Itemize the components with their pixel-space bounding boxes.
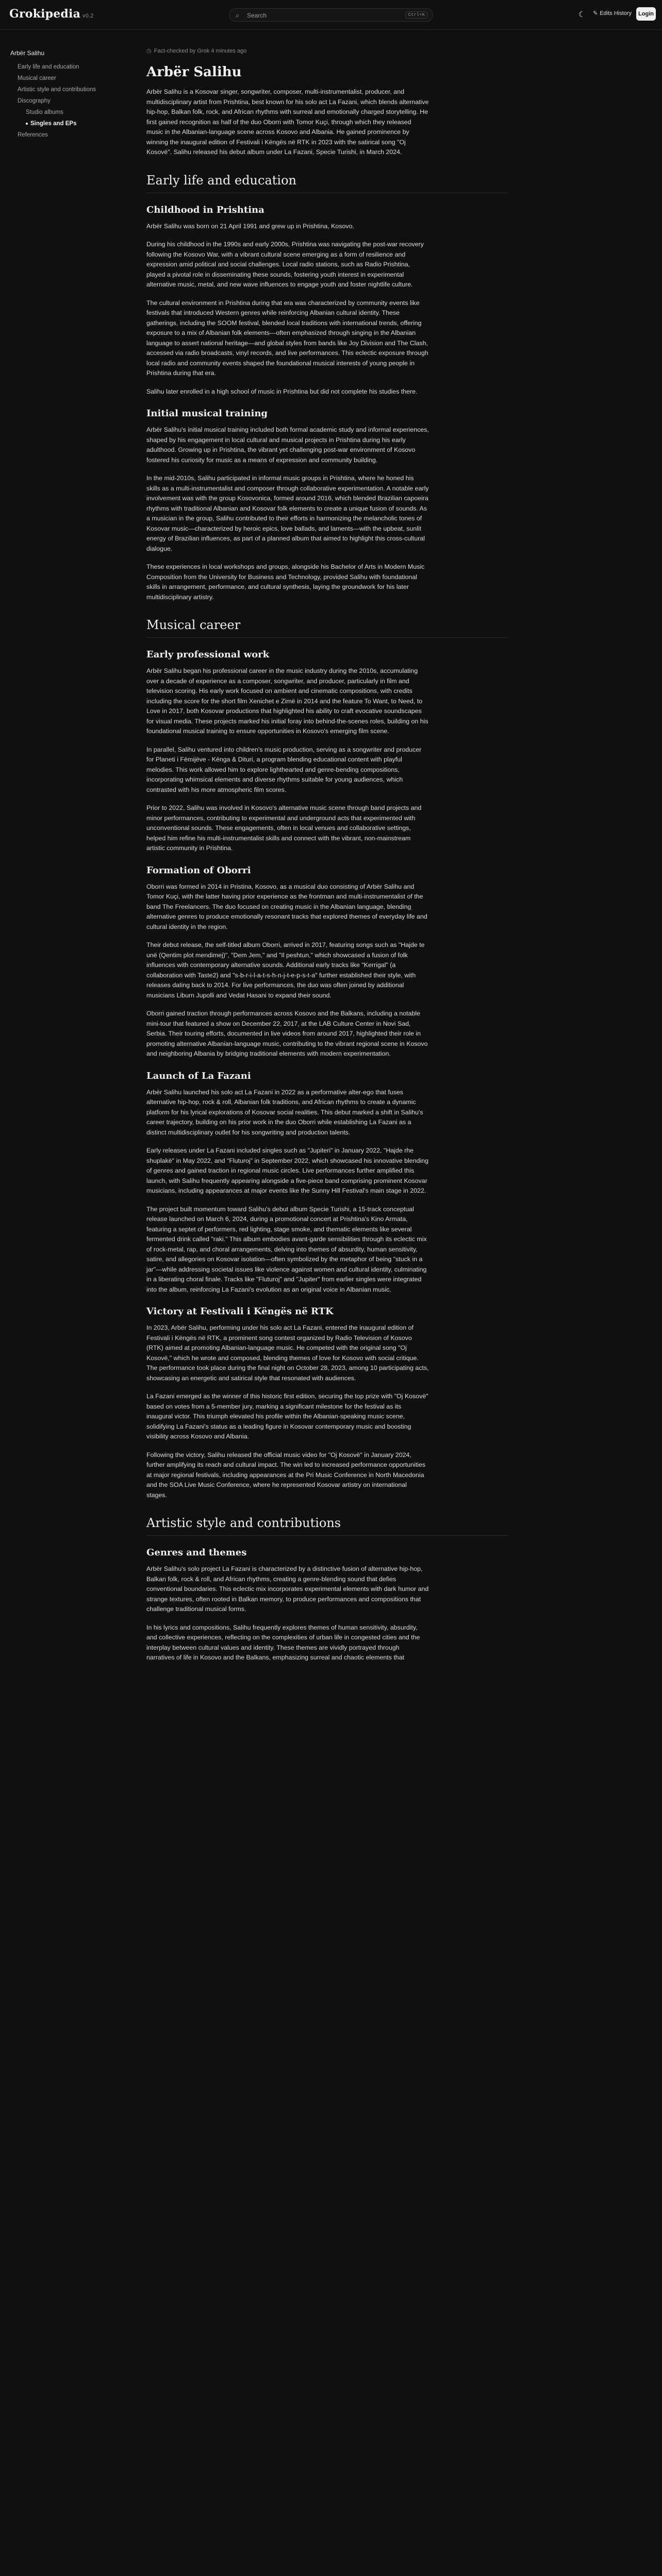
intro-paragraph: Arbër Salihu is a Kosovar singer, songwriter, composer, multi-instrumentalist, producer, and multidisciplinary artist from Prishtina, best known for his solo act La Fazani, which blends alternative hip-hop, Balkan folk, rock, and African rhythms with surreal and emotionally charged storytelling. He first gained recognition as half of the duo Oborri with Tomor Kuçi, through which they released music in the Albanian-language scene across Kosovo and Albania. He gained prominence by winning the inaugural edition of Festivali i Këngës në RTK in 2023 with the satirical song "Oj Kosovë". Salihu released his debut album under La Fazani, Specie Turishi, in March 2024. [146, 88, 429, 156]
table-of-contents [10, 49, 108, 141]
toc-item-singles-eps[interactable]: Singles and EPs [10, 118, 108, 129]
article-title: Arbër Salihu [146, 64, 242, 80]
search-input[interactable] [246, 11, 403, 20]
toc-item-references[interactable]: References [18, 132, 48, 138]
subsection-heading-la-fazani: Launch of La Fazani [146, 1070, 251, 1081]
subsection-heading-oborri: Formation of Oborri [146, 865, 251, 876]
paragraph: In the mid-2010s, Salihu participated in informal music groups in Prishtina, where he honed his skills as a multi-instrumentalist and composer through collaborative experimentation. A notable early involvement was with the group Kosovonica, formed around 2016, which blended Brazilian capoeira rhythms with traditional Albanian and Kosovar folk elements to create a unique fusion of sounds. As a musician in the group, Salihu contributed to their efforts in harmonizing the melancholic tones of Kosovar music—characterized by heroic epics, love ballads, and laments—with the upbeat, sunlit energy of Brazilian influences, as part of a planned album that aimed to highlight this cross-cultural dialogue. [146, 474, 429, 552]
toc-item-studio-albums[interactable]: Studio albums [26, 109, 63, 115]
toc-title[interactable]: Arbër Salihu [10, 49, 45, 57]
paragraph: Salihu later enrolled in a high school of music in Prishtina but did not complete his studies there. [146, 387, 418, 395]
section-heading-early-life: Early life and education [146, 173, 507, 193]
paragraph: The cultural environment in Prishtina during that era was characterized by community events like festivals that introduced Western genres while reinforcing Albanian cultural identity. These gatherings, including the SOOM festival, blended local traditions with international trends, offering exposure to a mix of Albanian folk elements—often emphasized through singing in the Albanian language to assert national heritage—and global styles from bands like Joy Division and The Clash, accessed via radio broadcasts, vinyl records, and live performances. This eclectic exposure through local radio and community events shaped the foundational musical interests of young people in Prishtina during that era. [146, 299, 428, 377]
search-icon: ⌕ [236, 11, 240, 19]
paragraph: Oborri was formed in 2014 in Pristina, Kosovo, as a musical duo consisting of Arbër Salihu and Tomor Kuçi, with the latter having prior experience as the frontman and multi-instrumentalist of the band The Freelancers. The duo focused on creating music in the Albanian language, blending alternative genres to produce emotionally resonant tracks that explored themes of everyday life and cultural identity in the region. [146, 883, 427, 930]
paragraph: Their debut release, the self-titled album Oborri, arrived in 2017, featuring songs such as "Hajde te unë (Qentim plot mendimej)", "Dem Jem," and "Il peshtun," which showcased a fusion of folk influences with contemporary alternative sounds. Additional early tracks like "Kerrigal" (a collaboration with Taste2) and "s-b-r-i-l-a-t-s-h-n-j-t-e-p-s-t-a" further established their style, with releases dating back to 2014. For live performances, the duo was often joined by additional musicians Liburn Jupolli and Vedat Hasani to expand their sound. [146, 941, 425, 999]
section-heading-musical-career: Musical career [146, 618, 507, 638]
toc-item-artistic-style[interactable]: Artistic style and contributions [18, 87, 96, 93]
toc-item-early-life[interactable]: Early life and education [18, 64, 79, 70]
pencil-icon: ✎ [593, 10, 598, 16]
site-logo[interactable]: Grokipedia v0.2 [9, 7, 94, 21]
theme-toggle-icon[interactable]: ☾ [578, 10, 586, 19]
paragraph: La Fazani emerged as the winner of this historic first edition, securing the top prize with "Oj Kosovë" based on votes from a 5-member jury, marking a significant milestone for the festival as its inaugural victor. This triumph elevated his profile within the Albanian-speaking music scene, solidifying La Fazani's status as a leading figure in Kosovar contemporary music and boosting visibility across Kosovo and Albania. [146, 1393, 428, 1440]
fact-check-meta: ◷ Fact-checked by Grok 4 minutes ago [146, 48, 247, 54]
paragraph: Arbër Salihu was born on 21 April 1991 and grew up in Prishtina, Kosovo. [146, 222, 354, 230]
paragraph: Arbër Salihu's initial musical training included both formal academic study and informal experiences, shaped by his engagement in local cultural and musical projects in Prishtina during his early adulthood. Growing up in Prishtina, the vibrant yet challenging post-war environment of Kosovo fostered his curiosity for music as a means of expression and community building. [146, 426, 429, 464]
paragraph: Prior to 2022, Salihu was involved in Kosovo's alternative music scene through band projects and minor performances, contributing to experimental and underground acts that experimented with unconventional sounds. These engagements, often in local venues and collaborative settings, helped him refine his multi-instrumentalist skills and connect with the vibrant, non-mainstream artistic community in Prishtina. [146, 804, 422, 852]
toc-item-musical-career[interactable]: Musical career [18, 75, 56, 81]
article [146, 47, 507, 1671]
paragraph: Oborri gained traction through performances across Kosovo and the Balkans, including a notable mini-tour that featured a show on December 22, 2017, at the LAB Culture Center in Novi Sad, Serbia. Their touring efforts, documented in live videos from around 2017, highlighted their role in promoting alternative Albanian-language music, contributing to the vibrant regional scene in Kosovo and neighboring Albania by bridging traditional elements with modern experimentation. [146, 1010, 428, 1057]
paragraph: These experiences in local workshops and groups, alongside his Bachelor of Arts in Modern Music Composition from the University for Business and Technology, provided Salihu with foundational skills in arrangement, performance, and cultural synthesis, laying the groundwork for his later multidisciplinary artistry. [146, 563, 425, 601]
paragraph: Arbër Salihu launched his solo act La Fazani in 2022 as a performative alter-ego that fuses alternative hip-hop, rock & roll, Albanian folk traditions, and African rhythms to create a dynamic platform for his lyrical explorations of Kosovar social realities. This debut marked a shift in Salihu's career trajectory, building on his prior work in the duo Oborri while establishing La Fazani as a distinct multidisciplinary outlet for his songwriting and production talents. [146, 1088, 423, 1136]
subsection-heading-genres: Genres and themes [146, 1547, 247, 1558]
subsection-heading-childhood: Childhood in Prishtina [146, 204, 264, 215]
active-indicator [26, 123, 28, 125]
search-box[interactable] [229, 8, 433, 22]
paragraph: Following the victory, Salihu released the official music video for "Oj Kosovë" in January 2024, further amplifying its reach and cultural impact. The win led to increased performance opportunities at major regional festivals, including appearances at the Pri Music Conference in North Macedonia and the SOA Live Music Conference, where he represented Kosovar artistry on international stages. [146, 1451, 426, 1499]
paragraph: Arbër Salihu began his professional career in the music industry during the 2010s, accumulating over a decade of experience as a composer, songwriter, and producer, particularly in film and television scoring. His early work focused on ambient and cinematic compositions, with credits including the score for the short film Xenichet e Zimë in 2014 and the feature To Want, to Need, to Love in 2017, both Kosovar productions that highlighted his ability to craft evocative soundscapes for visual media. These projects marked his initial foray into behind-the-scenes roles, building on his foundational musical training to ensure opportunities in Kosovo's emerging film scene. [146, 667, 428, 735]
search-shortcut: Ctrl+K [406, 11, 427, 19]
top-bar [0, 0, 662, 30]
paragraph: In parallel, Salihu ventured into children's music production, serving as a songwriter and producer for Planeti i Fëmijëve - Kënga & Dituri, a program blending educational content with playful melodies. This work allowed him to explore lighthearted and genre-bending compositions, incorporating whimsical elements and diverse rhythms suitable for young audiences, which contrasted with his more atmospheric film scores. [146, 745, 422, 793]
subsection-heading-training: Initial musical training [146, 408, 268, 419]
subsection-heading-victory: Victory at Festivali i Këngës në RTK [146, 1306, 334, 1317]
toc-item-discography[interactable]: Discography [18, 98, 51, 104]
clock-icon: ◷ [146, 48, 152, 54]
paragraph: In his lyrics and compositions, Salihu frequently explores themes of human sensitivity, absurdity, and collective experiences, reflecting on the complexities of urban life in congested cities and the interplay between cultural values and identity. These themes are vividly portrayed through narratives of life in Kosovo and the Balkans, emphasizing surreal and chaotic elements that [146, 1623, 420, 1661]
subsection-heading-early-work: Early professional work [146, 649, 270, 660]
paragraph: The project built momentum toward Salihu's debut album Specie Turishi, a 15-track conceptual release launched on March 6, 2024, during a promotional concert at Prishtina's Kino Armata, featuring a septet of performers, red lighting, stage smoke, and thematic elements like several fermented drink called "raki." This album embodies avant-garde sensibilities through its eclectic mix of rock-metal, rap, and choral arrangements, delving into themes of absurdity, human sensitivity, satire, and allegories on Kosovar isolation—often symbolized by the metaphor of being "stuck in a jar"—while addressing societal issues like violence against women and cultural identity, culminating in a liberating choral finale. Tracks like "Fluturoj" and "Jupiter" from earlier singles were integrated into the album, reinforcing La Fazani's evolution as an original voice in Albanian music. [146, 1205, 427, 1293]
edits-history-link[interactable]: ✎ Edits History [593, 10, 632, 16]
version-label: v0.2 [82, 13, 94, 19]
login-button[interactable]: Login [636, 7, 656, 21]
paragraph: In 2023, Arbër Salihu, performing under his solo act La Fazani, entered the inaugural edition of Festivali i Këngës në RTK, a prominent song contest organized by Radio Television of Kosovo (RTK) aimed at promoting Albanian-language music. He competed with the original song "Oj Kosovë," which he wrote and composed, blending themes of love for Kosovo with social critique. The performance took place during the final night on October 28, 2023, among 10 participating acts, showcasing an energetic and satirical style that resonated with audiences. [146, 1324, 429, 1382]
paragraph: Early releases under La Fazani included singles such as "Jupiteri" in January 2022, "Hajde rhe shuplakë" in May 2022, and "Fluturoj" in September 2022, which showcased his innovative blending of genres and gained traction in regional music circles. Live performances further amplified this launch, with Salihu frequently appearing alongside a five-piece band comprising prominent Kosovar musicians, including appearances at major events like the Sunny Hill Festival's main stage in 2022. [146, 1147, 429, 1194]
paragraph: Arbër Salihu's solo project La Fazani is characterized by a distinctive fusion of alternative hip-hop, Balkan folk, rock & roll, and African rhythms, creating a genre-blending sound that defies conventional boundaries. This eclectic mix incorporates experimental elements with dark humor and strange textures, often rooted in Balkan memory, to produce performances and compositions that challenge traditional musical forms. [146, 1565, 429, 1613]
section-heading-artistic-style: Artistic style and contributions [146, 1516, 507, 1536]
paragraph: During his childhood in the 1990s and early 2000s, Prishtina was navigating the post-war recovery following the Kosovo War, with a vibrant cultural scene emerging as a form of resilience and expression amid political and social challenges. Local radio stations, such as Radio Prishtina, played a pivotal role in disseminating these sounds, fostering youth interest in experimental alternative music, metal, and new wave influences to engage youth and foster nightlife culture. [146, 241, 424, 288]
